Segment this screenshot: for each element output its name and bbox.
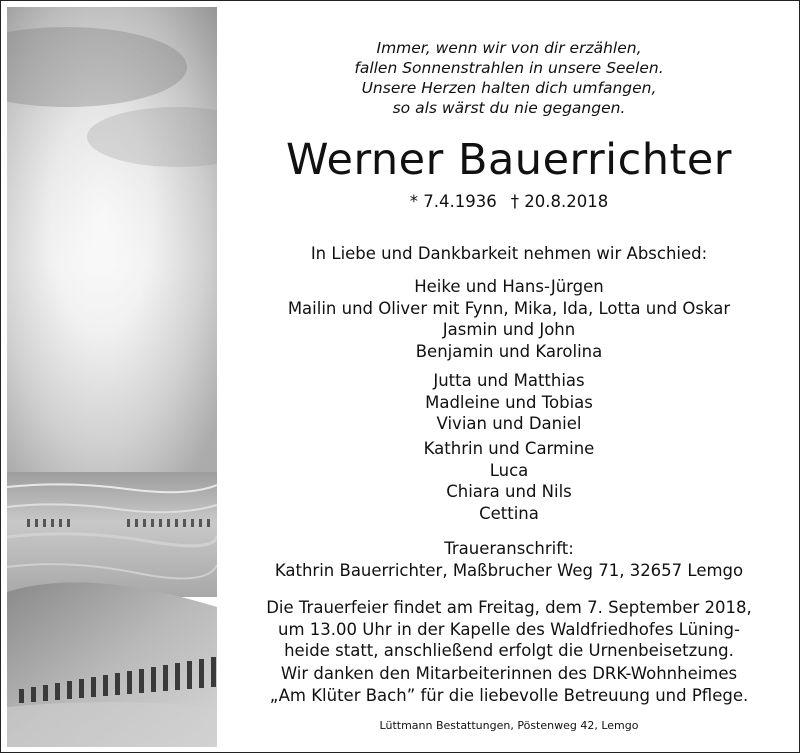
mourning-address — [223, 538, 795, 581]
mourner-line: Heike und Hans-Jürgen — [414, 277, 604, 296]
gratitude-line: Wir danken den Mitarbeiterinnen des DRK-Wohnheimes — [280, 664, 738, 683]
gratitude-notice — [223, 663, 795, 706]
funeral-home-footer: Lüttmann Bestattungen, Pöstenweg 42, Lemgo — [379, 719, 639, 732]
mourner-line: Cettina — [479, 503, 539, 523]
mourner-line: Chiara und Nils — [446, 482, 572, 501]
farewell-line: In Liebe und Dankbarkeit nehmen wir Abschied: — [310, 244, 708, 263]
ceremony-notice — [223, 597, 795, 662]
mourner-line: Vivian und Daniel — [436, 414, 582, 433]
obituary-content — [223, 1, 795, 752]
ceremony-line: um 13.00 Uhr in der Kapelle des Waldfriedhofes Lüning- — [278, 619, 740, 639]
mourner-line: Benjamin und Karolina — [415, 341, 603, 361]
birth-date: * 7.4.1936 — [409, 192, 497, 211]
beach-photo — [7, 7, 217, 747]
address-label: Traueranschrift: — [444, 539, 574, 558]
mourners-group-3 — [223, 438, 795, 524]
mourner-line: Jutta und Matthias — [433, 371, 585, 390]
mourner-line: Luca — [489, 460, 529, 480]
poem-line: Immer, wenn wir von dir erzählen, — [376, 39, 642, 57]
mourners-group-2 — [223, 370, 795, 435]
address-line: Kathrin Bauerrichter, Maßbrucher Weg 71, 32657 Lemgo — [274, 560, 744, 580]
life-dates — [223, 192, 795, 211]
poem-line: Unsere Herzen halten dich umfangen, — [361, 79, 657, 97]
death-date: † 20.8.2018 — [510, 192, 609, 211]
poem-line: fallen Sonnenstrahlen in unsere Seelen. — [354, 59, 664, 77]
mourner-line: Kathrin und Carmine — [423, 439, 595, 458]
mourner-line: Madleine und Tobias — [425, 392, 593, 412]
poem-line: so als wärst du nie gegangen. — [392, 99, 626, 117]
mourner-line: Mailin und Oliver mit Fynn, Mika, Ida, Lotta und Oskar — [287, 298, 731, 318]
mourner-line: Jasmin und John — [442, 320, 576, 339]
deceased-name: Werner Bauerrichter — [286, 135, 732, 185]
mourners-group-1 — [223, 276, 795, 362]
poem — [223, 38, 795, 118]
ceremony-line: heide statt, anschließend erfolgt die Urnenbeisetzung. — [284, 641, 734, 660]
ceremony-line: Die Trauerfeier findet am Freitag, dem 7. September 2018, — [266, 598, 752, 617]
gratitude-line: „Am Klüter Bach” für die liebevolle Betreuung und Pflege. — [269, 685, 749, 705]
